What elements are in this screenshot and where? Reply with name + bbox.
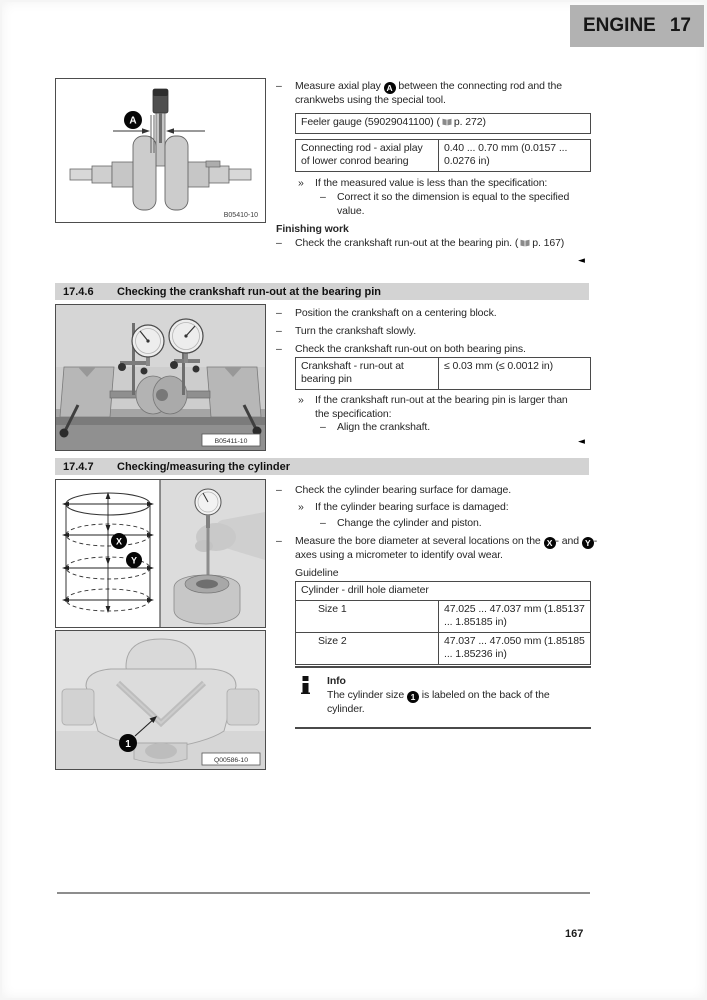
label-x-inline: X	[544, 537, 556, 549]
info-text: The cylinder size 1 is labeled on the back of the cylinder.	[327, 688, 550, 715]
runout-spec-table	[295, 357, 591, 390]
footer-rule	[57, 892, 590, 894]
measure-bore-text: Measure the bore diameter at several locations on the X - and Y -axes using a micrometer to identify oval wear.	[295, 535, 598, 562]
condition-surface-damaged: » If the cylinder bearing surface is damaged:	[298, 501, 509, 513]
dash-bullet: –	[320, 191, 326, 203]
label-1-inline: 1	[407, 691, 419, 703]
centering-block-photo	[56, 305, 265, 450]
cylinder-diameter-table	[295, 581, 591, 665]
figure-caption: B05410-10	[223, 212, 258, 219]
label-y-inline: Y	[582, 537, 594, 549]
step-position-crankshaft: – Position the crankshaft on a centering block.	[276, 307, 497, 319]
dash-bullet: –	[276, 484, 282, 496]
step-check-surface: – Check the cylinder bearing surface for damage.	[276, 484, 512, 496]
section-title: Checking/measuring the cylinder	[117, 460, 290, 473]
label-x: X	[115, 536, 123, 547]
crankshaft-axial-play-drawing	[56, 79, 265, 222]
section-number: 17.4.7	[63, 460, 94, 473]
step-turn-crankshaft: – Turn the crankshaft slowly.	[276, 325, 417, 337]
figure-axial-play	[55, 78, 266, 223]
chevron-bullet: »	[298, 394, 304, 406]
label-y: Y	[130, 555, 138, 566]
step-check-runout: – Check the crankshaft run-out on both bearing pins.	[276, 343, 526, 355]
section-number: 17.4.6	[63, 285, 94, 298]
label-a-inline: A	[384, 82, 396, 94]
size-1-name: Size 1	[296, 601, 439, 632]
book-icon	[520, 238, 530, 252]
dash-bullet: –	[320, 421, 326, 433]
figure-caption: Q00586-10	[213, 757, 249, 764]
finishing-text: Check the crankshaft run-out at the bearing pin. ( p. 167)	[295, 237, 598, 252]
figure-runout-bench	[55, 304, 266, 451]
figure-cylinder-back	[55, 630, 266, 770]
dash-bullet: –	[276, 237, 282, 249]
section-end-marker: ◄	[578, 256, 585, 266]
cylinder-axes-drawing	[56, 480, 265, 627]
dash-bullet: –	[276, 343, 282, 355]
dash-bullet: –	[276, 325, 282, 337]
dash-bullet: –	[276, 80, 282, 92]
figure-cylinder-measure	[55, 479, 266, 628]
table-row	[296, 632, 590, 664]
page-number: 167	[565, 928, 584, 940]
size-2-value: 47.037 ... 47.050 mm (1.85185 ... 1.85236 in)	[444, 635, 585, 660]
finishing-step	[276, 237, 598, 252]
size-2-name: Size 2	[296, 633, 439, 664]
action-align-crankshaft: – Align the crankshaft.	[320, 421, 431, 433]
chapter-title: ENGINE	[583, 15, 656, 36]
info-box	[295, 666, 591, 729]
label-a: A	[129, 115, 137, 127]
condition-runout-larger: » If the crankshaft run-out at the bearing pin is larger than the specification:	[298, 394, 568, 420]
label-1: 1	[125, 738, 131, 750]
figure-caption: B05411-10	[214, 438, 248, 445]
cylinder-back-photo	[56, 631, 265, 769]
action-correct: – Correct it so the dimension is equal to the specified value.	[320, 191, 570, 217]
size-1-value: 47.025 ... 47.037 mm (1.85137 ... 1.85185 in)	[444, 603, 585, 628]
tool-table	[295, 113, 591, 134]
info-title: Info	[327, 675, 346, 687]
action-change-cylinder: – Change the cylinder and piston.	[320, 517, 482, 529]
table-row	[296, 601, 590, 632]
axial-play-spec-table	[295, 139, 591, 172]
step-text: Measure axial play A between the connecting rod and the crankwebs using the special tool.	[295, 80, 562, 107]
dash-bullet: –	[276, 307, 282, 319]
step-measure-bore	[276, 535, 601, 563]
finishing-work-title: Finishing work	[276, 223, 349, 235]
spec-value: 0.40 ... 0.70 mm (0.0157 ... 0.0276 in)	[444, 142, 568, 167]
section-header-1747	[55, 458, 589, 475]
tool-cell: Feeler gauge (59029041100) ( p. 272)	[301, 116, 486, 128]
spec-name: Connecting rod - axial play of lower conrod bearing	[296, 140, 439, 171]
chapter-number: 17	[669, 15, 691, 36]
spec-value: ≤ 0.03 mm (≤ 0.0012 in)	[444, 360, 554, 372]
spec-name: Crankshaft - run-out at bearing pin	[296, 358, 439, 389]
section-title: Checking the crankshaft run-out at the bearing pin	[117, 285, 382, 298]
chevron-bullet: »	[298, 177, 304, 189]
info-content	[327, 675, 587, 721]
book-icon	[442, 117, 452, 130]
section-end-marker: ◄	[578, 437, 585, 447]
condition-measured-value: » If the measured value is less than the specification:	[298, 177, 548, 189]
dash-bullet: –	[320, 517, 326, 529]
chevron-bullet: »	[298, 501, 304, 513]
info-icon	[301, 675, 327, 721]
chapter-header	[570, 5, 704, 47]
dash-bullet: –	[276, 535, 282, 547]
section-header-1746	[55, 283, 589, 300]
step-measure-axial-play	[276, 80, 592, 108]
table-title: Cylinder - drill hole diameter	[296, 582, 590, 601]
guideline-label: Guideline	[295, 567, 339, 579]
